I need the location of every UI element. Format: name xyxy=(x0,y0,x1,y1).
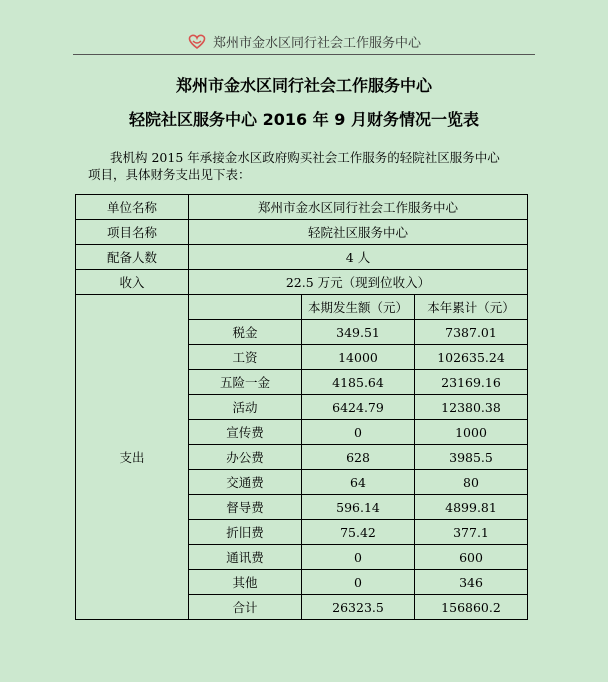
expense-year: 7387.01 xyxy=(415,320,528,345)
table-row xyxy=(76,195,528,220)
row-value: 22.5 万元（现到位收入） xyxy=(189,270,528,295)
expense-item: 税金 xyxy=(189,320,302,345)
expense-period: 0 xyxy=(302,420,415,445)
expense-period: 628 xyxy=(302,445,415,470)
expense-item-total: 合计 xyxy=(189,595,302,620)
expense-item: 办公费 xyxy=(189,445,302,470)
row-label: 收入 xyxy=(76,270,189,295)
table-row xyxy=(76,245,528,270)
expense-year: 600 xyxy=(415,545,528,570)
header-blank xyxy=(189,295,302,320)
intro-line-2: 项目，具体财务支出见下表： xyxy=(88,167,251,182)
row-label: 单位名称 xyxy=(76,195,189,220)
expense-period: 14000 xyxy=(302,345,415,370)
finance-table xyxy=(75,194,528,620)
expense-item: 五险一金 xyxy=(189,370,302,395)
expense-period: 596.14 xyxy=(302,495,415,520)
expense-year: 377.1 xyxy=(415,520,528,545)
expense-item: 活动 xyxy=(189,395,302,420)
expense-period: 75.42 xyxy=(302,520,415,545)
expense-period: 4185.64 xyxy=(302,370,415,395)
document-title-org: 郑州市金水区同行社会工作服务中心 xyxy=(175,76,432,95)
expense-year: 80 xyxy=(415,470,528,495)
intro-paragraph xyxy=(88,149,528,183)
intro-line-1: 我机构 2015 年承接金水区政府购买社会工作服务的轻院社区服务中心 xyxy=(110,150,500,165)
expense-period: 64 xyxy=(302,470,415,495)
expense-item: 督导费 xyxy=(189,495,302,520)
expense-item: 其他 xyxy=(189,570,302,595)
expense-period-total: 26323.5 xyxy=(302,595,415,620)
row-value: 郑州市金水区同行社会工作服务中心 xyxy=(189,195,528,220)
expense-period: 0 xyxy=(302,545,415,570)
row-label: 项目名称 xyxy=(76,220,189,245)
expense-period: 349.51 xyxy=(302,320,415,345)
table-row xyxy=(76,270,528,295)
expense-year: 346 xyxy=(415,570,528,595)
expense-item: 工资 xyxy=(189,345,302,370)
expense-year: 1000 xyxy=(415,420,528,445)
expense-year: 102635.24 xyxy=(415,345,528,370)
col-header-period: 本期发生额（元） xyxy=(302,295,415,320)
col-header-year: 本年累计（元） xyxy=(415,295,528,320)
expense-item: 折旧费 xyxy=(189,520,302,545)
document-title-report: 轻院社区服务中心 2016 年 9 月财务情况一览表 xyxy=(129,110,479,129)
expense-label: 支出 xyxy=(76,295,189,620)
row-value: 轻院社区服务中心 xyxy=(189,220,528,245)
expense-year: 23169.16 xyxy=(415,370,528,395)
expense-year: 12380.38 xyxy=(415,395,528,420)
page-header xyxy=(73,28,535,55)
heart-hands-logo-icon xyxy=(187,33,207,49)
expense-year-total: 156860.2 xyxy=(415,595,528,620)
row-value: 4 人 xyxy=(189,245,528,270)
expense-item: 交通费 xyxy=(189,470,302,495)
header-org-name: 郑州市金水区同行社会工作服务中心 xyxy=(212,35,421,51)
table-row xyxy=(76,295,528,320)
expense-year: 3985.5 xyxy=(415,445,528,470)
expense-period: 6424.79 xyxy=(302,395,415,420)
expense-item: 通讯费 xyxy=(189,545,302,570)
expense-item: 宣传费 xyxy=(189,420,302,445)
expense-period: 0 xyxy=(302,570,415,595)
table-row xyxy=(76,220,528,245)
row-label: 配备人数 xyxy=(76,245,189,270)
expense-year: 4899.81 xyxy=(415,495,528,520)
